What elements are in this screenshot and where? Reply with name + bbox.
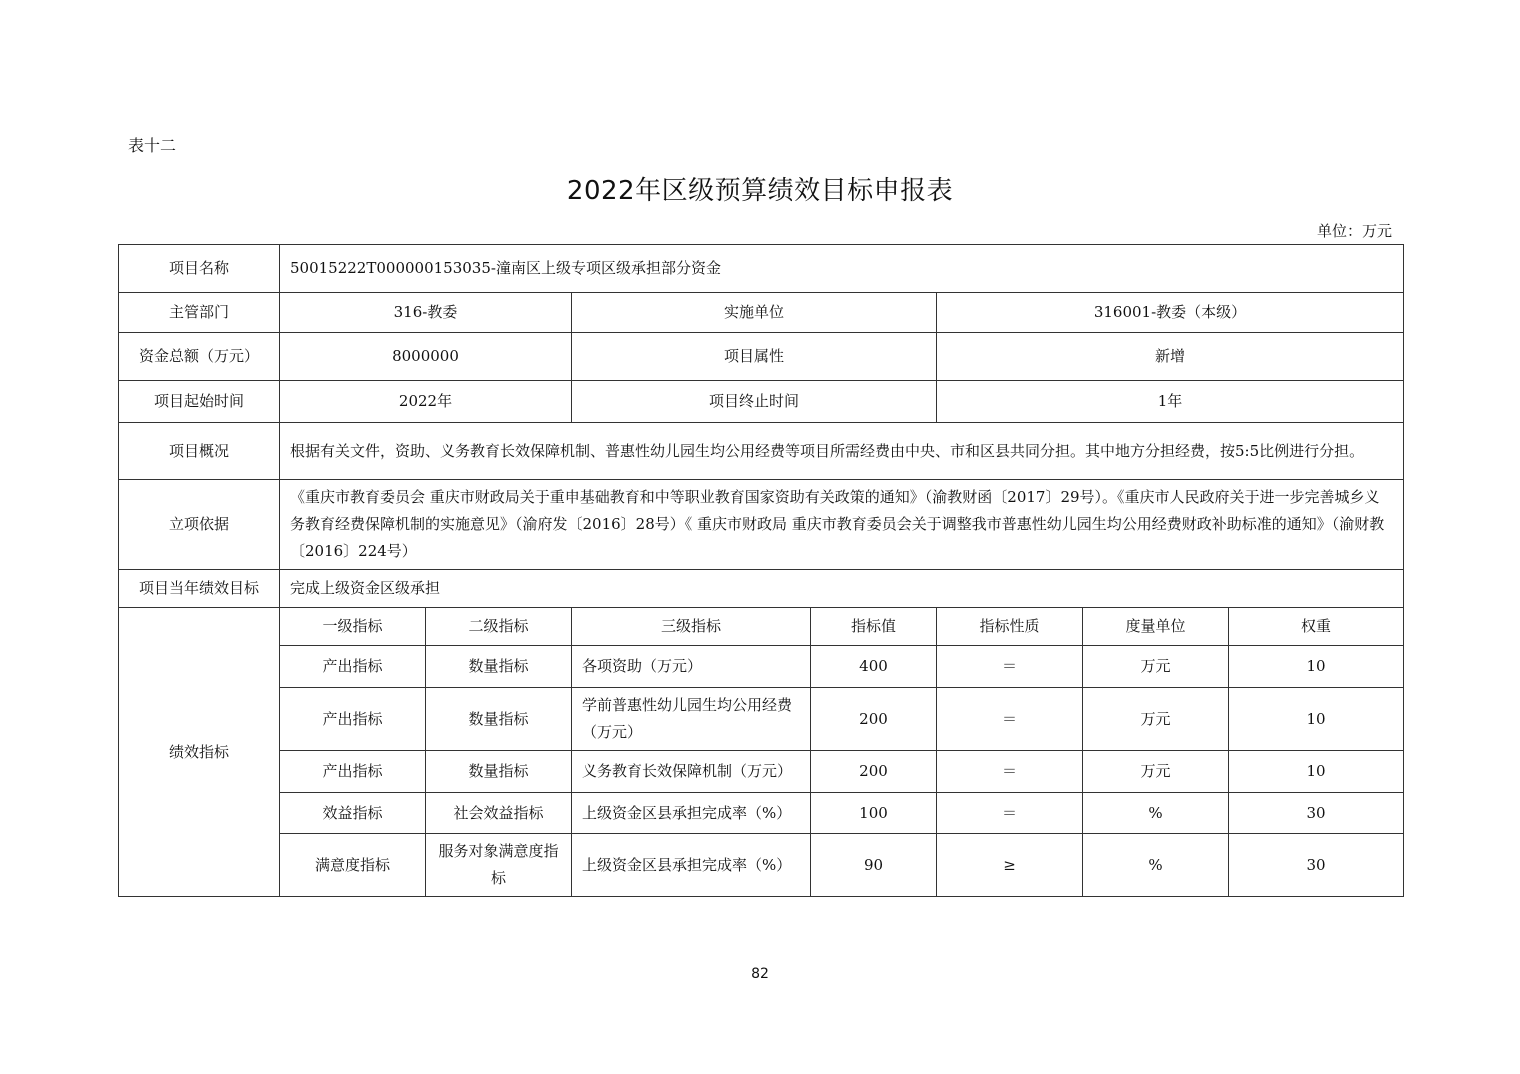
table-number-label: 表十二 <box>128 136 177 155</box>
indicator-weight: 10 <box>1229 751 1404 793</box>
end-value: 1年 <box>937 381 1404 423</box>
indicator-level2: 数量指标 <box>426 688 572 751</box>
row-basis <box>119 480 1404 570</box>
impl-unit-value: 316001-教委（本级） <box>937 293 1404 333</box>
unit-label: 单位：万元 <box>1316 222 1392 240</box>
page-title: 2022年区级预算绩效目标申报表 <box>566 176 954 206</box>
header-level2: 二级指标 <box>426 608 572 646</box>
indicator-weight: 10 <box>1229 646 1404 688</box>
attr-value: 新增 <box>937 333 1404 381</box>
indicator-row <box>119 646 1404 688</box>
fund-total-value: 8000000 <box>280 333 572 381</box>
indicator-weight: 30 <box>1229 834 1404 897</box>
indicator-nature: ＝ <box>937 793 1083 834</box>
basis-label: 立项依据 <box>119 480 280 570</box>
indicator-row <box>119 834 1404 897</box>
start-value: 2022年 <box>280 381 572 423</box>
indicator-value: 400 <box>811 646 937 688</box>
project-name-value: 50015222T000000153035-潼南区上级专项区级承担部分资金 <box>280 245 1404 293</box>
indicator-level3: 上级资金区县承担完成率（%） <box>572 834 811 897</box>
dept-label: 主管部门 <box>119 293 280 333</box>
indicator-row <box>119 751 1404 793</box>
indicator-weight: 30 <box>1229 793 1404 834</box>
indicator-level2: 数量指标 <box>426 646 572 688</box>
header-level3: 三级指标 <box>572 608 811 646</box>
indicator-level1: 产出指标 <box>280 646 426 688</box>
indicator-nature: ＝ <box>937 688 1083 751</box>
indicator-level1: 产出指标 <box>280 751 426 793</box>
header-weight: 权重 <box>1229 608 1404 646</box>
indicator-nature: ＝ <box>937 646 1083 688</box>
indicator-unit: 万元 <box>1083 646 1229 688</box>
project-name-label: 项目名称 <box>119 245 280 293</box>
indicator-header-row <box>119 608 1404 646</box>
indicator-value: 200 <box>811 688 937 751</box>
row-dept <box>119 293 1404 333</box>
indicator-row <box>119 688 1404 751</box>
indicator-level2: 社会效益指标 <box>426 793 572 834</box>
start-label: 项目起始时间 <box>119 381 280 423</box>
basis-value: 《重庆市教育委员会 重庆市财政局关于重申基础教育和中等职业教育国家资助有关政策的通知》（渝教财函〔2017〕29号）。《重庆市人民政府关于进一步完善城乡义务教育经费保障机制的实施意见》（渝府发〔2016〕28号）《 重庆市财政局 重庆市教育委员会关于调整我市普惠性幼儿园生均公用经费财政补助标准的通知》（渝财教〔2016〕224号） <box>280 480 1404 570</box>
row-time <box>119 381 1404 423</box>
header-value: 指标值 <box>811 608 937 646</box>
indicator-level1: 效益指标 <box>280 793 426 834</box>
indicator-level1: 满意度指标 <box>280 834 426 897</box>
header-nature: 指标性质 <box>937 608 1083 646</box>
goal-value: 完成上级资金区级承担 <box>280 570 1404 608</box>
indicator-value: 100 <box>811 793 937 834</box>
indicator-level2: 服务对象满意度指标 <box>426 834 572 897</box>
indicator-level1: 产出指标 <box>280 688 426 751</box>
indicator-value: 90 <box>811 834 937 897</box>
fund-total-label: 资金总额（万元） <box>119 333 280 381</box>
indicator-nature: ≥ <box>937 834 1083 897</box>
indicator-level3: 学前普惠性幼儿园生均公用经费（万元） <box>572 688 811 751</box>
indicator-weight: 10 <box>1229 688 1404 751</box>
row-overview <box>119 423 1404 480</box>
overview-value: 根据有关文件，资助、义务教育长效保障机制、普惠性幼儿园生均公用经费等项目所需经费由中央、市和区县共同分担。其中地方分担经费，按5:5比例进行分担。 <box>280 423 1404 480</box>
overview-label: 项目概况 <box>119 423 280 480</box>
indicator-nature: ＝ <box>937 751 1083 793</box>
row-fund <box>119 333 1404 381</box>
header-unit: 度量单位 <box>1083 608 1229 646</box>
indicator-section-label: 绩效指标 <box>119 608 280 897</box>
indicator-unit: % <box>1083 793 1229 834</box>
row-project-name <box>119 245 1404 293</box>
end-label: 项目终止时间 <box>572 381 937 423</box>
indicator-level2: 数量指标 <box>426 751 572 793</box>
dept-value: 316-教委 <box>280 293 572 333</box>
budget-performance-table <box>118 244 1404 897</box>
indicator-row <box>119 793 1404 834</box>
indicator-unit: 万元 <box>1083 688 1229 751</box>
attr-label: 项目属性 <box>572 333 937 381</box>
goal-label: 项目当年绩效目标 <box>119 570 280 608</box>
page-number: 82 <box>751 966 769 982</box>
indicator-level3: 各项资助（万元） <box>572 646 811 688</box>
impl-unit-label: 实施单位 <box>572 293 937 333</box>
indicator-level3: 上级资金区县承担完成率（%） <box>572 793 811 834</box>
indicator-level3: 义务教育长效保障机制（万元） <box>572 751 811 793</box>
indicator-unit: 万元 <box>1083 751 1229 793</box>
indicator-unit: % <box>1083 834 1229 897</box>
row-goal <box>119 570 1404 608</box>
indicator-value: 200 <box>811 751 937 793</box>
header-level1: 一级指标 <box>280 608 426 646</box>
